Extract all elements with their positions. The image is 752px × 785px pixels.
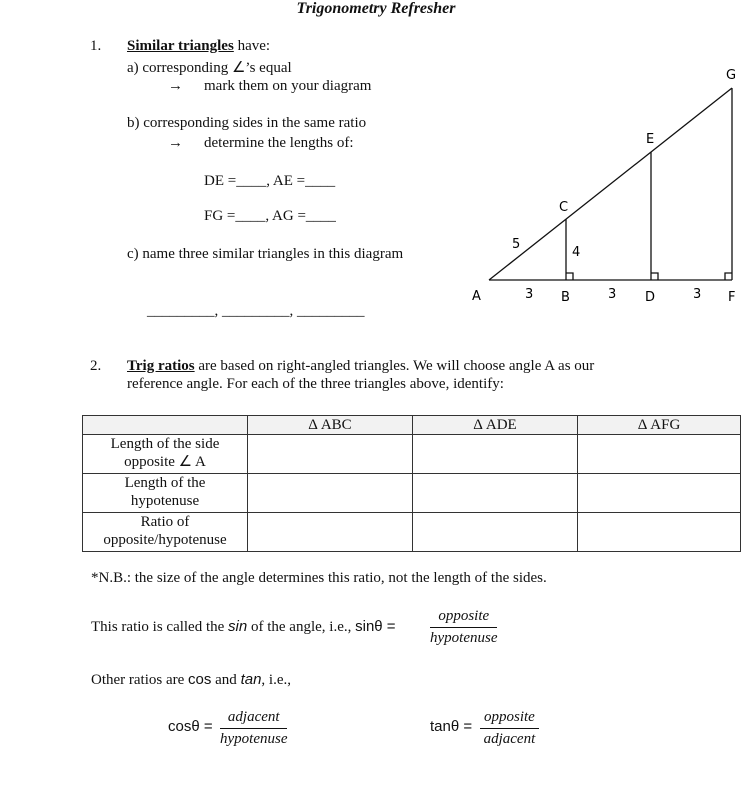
- arrow-icon: →: [168, 78, 183, 94]
- answer-cell[interactable]: [248, 513, 413, 552]
- cos-fraction: adjacent hypotenuse: [220, 709, 288, 747]
- length-ab: 3: [525, 287, 534, 302]
- label-c: C: [559, 200, 569, 215]
- hypotenuse-line: [489, 88, 732, 280]
- fg-ag-blanks[interactable]: FG =____, AG =____: [204, 208, 336, 224]
- sin-fraction: opposite hypotenuse: [430, 608, 498, 646]
- trig-ratio-table: [82, 415, 741, 552]
- tan-lhs: tanθ =: [430, 718, 473, 735]
- answer-cell[interactable]: [578, 435, 741, 474]
- header-blank: [83, 416, 248, 435]
- answer-cell[interactable]: [578, 474, 741, 513]
- q1-part-b: b) corresponding sides in the same ratio: [127, 115, 367, 131]
- q1-heading-term: Similar triangles: [127, 38, 234, 54]
- right-angle-icon: [566, 273, 732, 280]
- q1-part-a: a) corresponding ∠’s equal: [127, 60, 292, 76]
- page-title: Trigonometry Refresher: [296, 0, 456, 17]
- triangle-name-blanks[interactable]: _________, _________, _________: [147, 303, 365, 319]
- de-ae-blanks[interactable]: DE =____, AE =____: [204, 173, 336, 189]
- q1-part-c: c) name three similar triangles in this diagram: [127, 246, 404, 262]
- length-bc: 4: [572, 245, 581, 260]
- label-f: F: [728, 290, 736, 305]
- answer-cell[interactable]: [248, 474, 413, 513]
- similar-triangles-diagram: [0, 0, 752, 320]
- sin-sentence: This ratio is called the sin of the angle, i.e., sinθ =: [91, 618, 396, 635]
- header-afg: Δ AFG: [578, 416, 741, 435]
- header-ade: Δ ADE: [413, 416, 578, 435]
- label-d: D: [645, 290, 656, 305]
- q2-line2: reference angle. For each of the three triangles above, identify:: [127, 376, 504, 392]
- answer-cell[interactable]: [413, 474, 578, 513]
- other-ratios-sentence: Other ratios are cos and tan, i.e.,: [91, 671, 291, 688]
- tan-fraction: opposite adjacent: [480, 709, 539, 748]
- length-bd: 3: [608, 287, 617, 302]
- q2-number: 2.: [90, 358, 102, 374]
- row-label: Length of the hypotenuse: [83, 474, 248, 513]
- arrow-icon: →: [168, 135, 183, 151]
- q2-line1: [127, 358, 594, 375]
- row-label: Ratio of opposite/hypotenuse: [83, 513, 248, 552]
- label-g: G: [726, 68, 737, 83]
- table-header-row: [83, 416, 741, 435]
- table-row: [83, 474, 741, 513]
- label-e: E: [646, 132, 655, 147]
- q1-part-a-sub: mark them on your diagram: [204, 78, 372, 94]
- answer-cell[interactable]: [413, 513, 578, 552]
- header-abc: Δ ABC: [248, 416, 413, 435]
- label-a: A: [472, 289, 481, 304]
- q1-part-b-sub: determine the lengths of:: [204, 135, 354, 151]
- q1-heading-rest: have:: [233, 38, 271, 54]
- label-b: B: [561, 290, 570, 305]
- answer-cell[interactable]: [248, 435, 413, 474]
- answer-cell[interactable]: [578, 513, 741, 552]
- q2-heading-term: Trig ratios: [127, 358, 195, 374]
- q2-text: are based on right-angled triangles. We will choose angle A as our: [194, 358, 595, 374]
- length-df: 3: [693, 287, 702, 302]
- q1-number: 1.: [90, 38, 102, 54]
- table-row: [83, 435, 741, 474]
- cos-lhs: cosθ =: [168, 718, 213, 735]
- length-ac: 5: [512, 237, 521, 252]
- answer-cell[interactable]: [413, 435, 578, 474]
- nb-note: *N.B.: the size of the angle determines this ratio, not the length of the sides.: [91, 570, 547, 586]
- table-row: [83, 513, 741, 552]
- row-label: Length of the side opposite ∠ A: [83, 435, 248, 474]
